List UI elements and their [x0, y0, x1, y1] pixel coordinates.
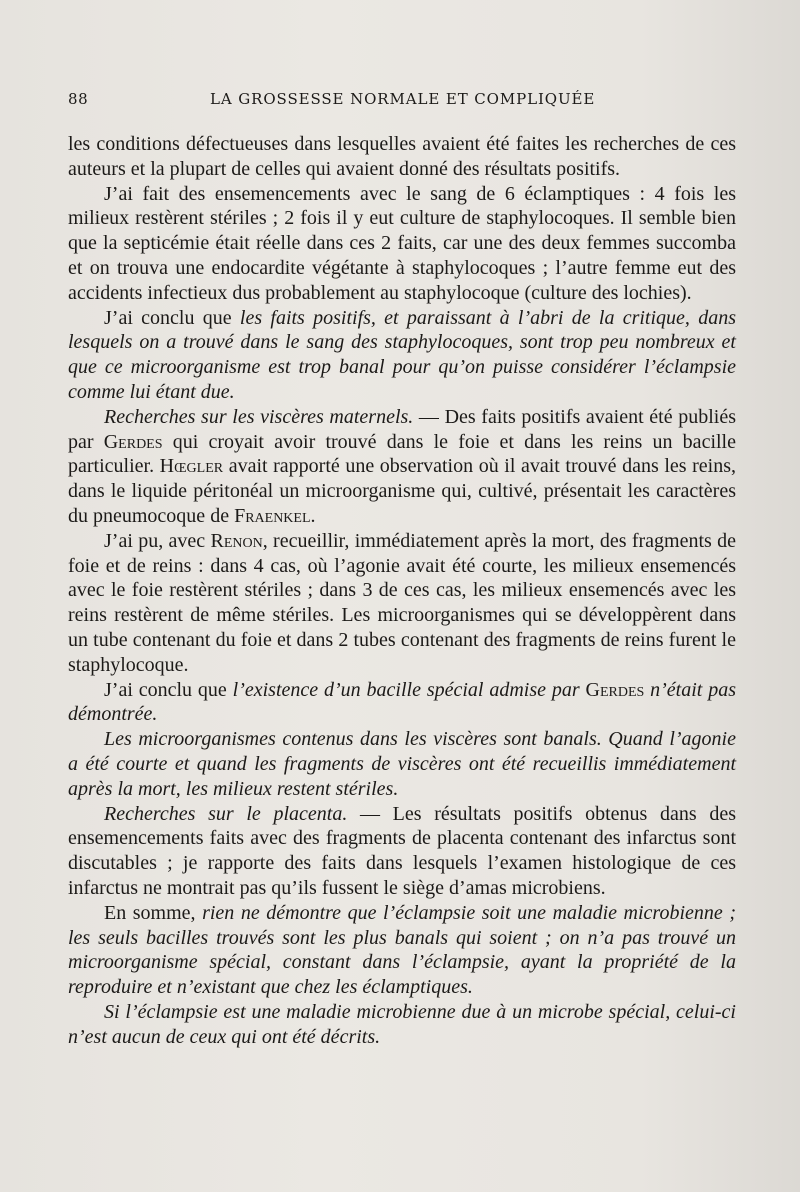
paragraph-4-text-b: qui croyait avoir trouvé dans le foie et dans les reins un bacille particulier.: [68, 430, 736, 478]
paragraph-5-text-a: J’ai pu, avec: [104, 529, 211, 552]
author-hoegler: Hœgler: [159, 455, 224, 478]
paragraph-10-text: Si l’éclampsie est une maladie microbienne due à un microbe spécial, celui-ci n’est aucun de ceux qui ont été décrits.: [68, 1000, 736, 1048]
paragraph-8-text: — Les résultats positifs obtenus dans des ensemencements faits avec des fragments de placenta contenant des infarctus sont discutables ; je rapporte des faits dans lesquels l’examen histologique de ces infarctus ne montrait pas qu’ils fussent le siège d’amas microbiens.: [68, 802, 737, 899]
paragraph-8: [68, 802, 736, 901]
page-header: [68, 90, 740, 114]
paragraph-9: [68, 901, 736, 1000]
paragraph-6-italic-a: l’existence d’un bacille spécial admise par: [232, 678, 586, 701]
paragraph-4-text-d: .: [310, 504, 316, 527]
paragraph-6: [68, 678, 736, 728]
paragraph-5-text-b: , recueillir, immédiatement après la mort, des fragments de foie et de reins : dans 4 cas, où l’agonie avait été courte, les milieux ensemencés avec le foie restèrent stériles ; dans 3 de ces cas, les milieux ensemencés avec les reins restèrent de même stériles. Les microorganismes qui se développèrent dans un tube contenant du foie et dans 2 tubes contenant des fragments de reins furent le staphylocoque.: [68, 529, 736, 676]
author-fraenkel: Fraenkel: [234, 504, 311, 527]
paragraph-6-italic-b: n’était pas démontrée.: [68, 678, 736, 726]
page-number: 88: [68, 90, 89, 108]
paragraph-9-lead: En somme,: [104, 901, 203, 924]
body-text: [68, 132, 736, 1049]
paragraph-9-italic: rien ne démontre que l’éclampsie soit une maladie microbienne ; les seuls bacilles trouvés sont les plus banals qui soient ; on n’a pas trouvé un microorganisme spécial, constant dans l’éclampsie, ayant la propriété de la reproduire et n’existant que chez les éclamptiques.: [68, 901, 736, 999]
paragraph-2: [68, 182, 736, 306]
paragraph-5: [68, 529, 736, 678]
paragraph-1: [68, 132, 736, 182]
show-through-bleed: [76, 1093, 716, 1133]
paragraph-3-lead: J’ai conclu que: [104, 306, 240, 329]
paragraph-4-text-a: — Des faits positifs avaient été publiés par: [68, 405, 736, 453]
paragraph-7-text: Les microorganismes contenus dans les viscères sont banals. Quand l’agonie a été courte et quand les fragments de viscères ont été recueillis immédiatement après la mort, les milieux restent stériles.: [68, 728, 736, 800]
paragraph-2-text: J’ai fait des ensemencements avec le sang de 6 éclamptiques : 4 fois les milieux restèrent stériles ; 2 fois il y eut culture de staphylocoques. Il semble bien que la septicémie était réelle dans ces 2 faits, car une des deux femmes succomba et on trouva une endocardite végétante à staphylocoques ; l’autre femme eut des accidents infectieux dus probablement au staphylocoque (culture des lochies).: [68, 182, 736, 304]
paragraph-4-text-c: avait rapporté une observation où il avait trouvé dans les reins, dans le liquide péritonéal un microorganisme qui, cultivé, présentait les caractères du pneumocoque de: [68, 455, 736, 527]
running-title: LA GROSSESSE NORMALE ET COMPLIQUÉE: [210, 90, 596, 108]
paragraph-4: [68, 405, 736, 529]
author-renon: Renon: [210, 529, 263, 552]
paragraph-10: [68, 1000, 736, 1050]
section-heading-placenta: Recherches sur le placenta.: [104, 802, 348, 825]
author-gerdes-2: Gerdes: [585, 678, 645, 701]
section-heading-viscera: Recherches sur les viscères maternels.: [104, 405, 414, 428]
paragraph-3-conclusion: les faits positifs, et paraissant à l’abri de la critique, dans lesquels on a trouvé dans le sang des staphylocoques, sont trop peu nombreux et que ce microorganisme est trop banal pour qu’on puisse considérer l’éclampsie comme lui étant due.: [68, 306, 736, 403]
paragraph-1-text: les conditions défectueuses dans lesquelles avaient été faites les recherches de ces auteurs et la plupart de celles qui avaient donné des résultats positifs.: [68, 133, 736, 180]
paragraph-3: [68, 306, 736, 405]
paragraph-6-lead: J’ai conclu que: [104, 678, 233, 701]
author-gerdes: Gerdes: [103, 430, 163, 453]
paragraph-7: [68, 727, 736, 801]
